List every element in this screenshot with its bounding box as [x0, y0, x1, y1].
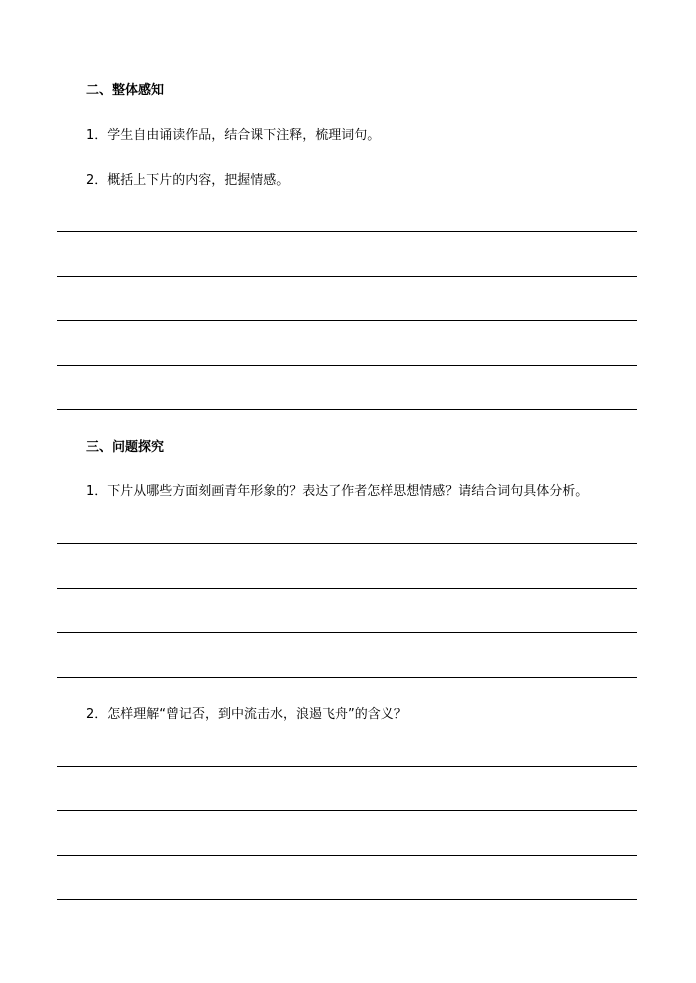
answer-line [57, 588, 637, 589]
answer-line [57, 855, 637, 856]
answer-line [57, 632, 637, 633]
question-text: 2．怎样理解“曾记否，到中流击水，浪遏飞舟”的含义？ [86, 707, 407, 722]
answer-line [57, 365, 637, 366]
answer-line [57, 543, 637, 544]
question-text: 2．概括上下片的内容，把握情感。 [86, 173, 290, 188]
answer-line [57, 320, 637, 321]
section-heading-question-exploration: 三、问题探究 [86, 440, 165, 455]
answer-line [57, 766, 637, 767]
section-heading-overall-perception: 二、整体感知 [86, 83, 165, 98]
answer-line [57, 409, 637, 410]
answer-line [57, 899, 637, 900]
question-text: 1．下片从哪些方面刻画青年形象的？表达了作者怎样思想情感？请结合词句具体分析。 [86, 484, 589, 499]
answer-line [57, 276, 637, 277]
question-text: 1．学生自由诵读作品，结合课下注释，梳理词句。 [86, 128, 381, 143]
answer-line [57, 677, 637, 678]
answer-line [57, 231, 637, 232]
answer-line [57, 810, 637, 811]
